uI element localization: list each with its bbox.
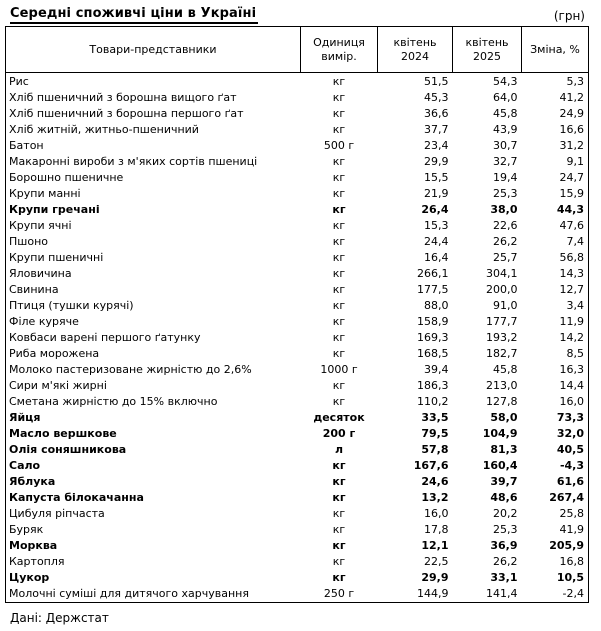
table-row — [6, 138, 589, 154]
price-2024-cell: 110,2 — [417, 395, 449, 408]
product-name-cell: Молоко пастеризоване жирністю до 2,6% — [9, 363, 252, 376]
unit-cell: кг — [332, 267, 346, 280]
price-table — [5, 26, 589, 603]
product-name-cell: Крупи ячні — [9, 219, 72, 232]
price-2024-cell: 24,6 — [421, 475, 449, 488]
table-row — [6, 458, 589, 474]
unit-cell: кг — [332, 555, 346, 568]
price-2024-cell: 37,7 — [424, 123, 449, 136]
product-name-cell: Яйця — [9, 411, 41, 424]
price-2025-cell: 200,0 — [486, 283, 518, 296]
price-2025-cell: 33,1 — [490, 571, 518, 584]
price-2025-cell: 304,1 — [486, 267, 518, 280]
price-2024-cell: 144,9 — [417, 587, 449, 600]
table-row — [6, 586, 589, 603]
change-cell: -4,3 — [559, 459, 584, 472]
change-cell: 47,6 — [559, 219, 584, 232]
product-name-cell: Філе куряче — [9, 315, 79, 328]
change-cell: 11,9 — [559, 315, 584, 328]
unit-cell: кг — [332, 459, 346, 472]
price-2024-cell: 45,3 — [424, 91, 449, 104]
unit-cell: кг — [332, 219, 346, 232]
price-2025-cell: 81,3 — [490, 443, 518, 456]
price-2025-cell: 36,9 — [490, 539, 518, 552]
table-row — [6, 394, 589, 410]
table-row — [6, 506, 589, 522]
title-row — [5, 6, 588, 24]
price-2025-cell: 213,0 — [486, 379, 518, 392]
table-row — [6, 378, 589, 394]
unit-cell: кг — [332, 171, 346, 184]
change-cell: 5,3 — [566, 75, 584, 88]
product-name-cell: Сметана жирністю до 15% включно — [9, 395, 218, 408]
unit-cell: кг — [332, 315, 346, 328]
product-name-cell: Морква — [9, 539, 58, 552]
change-cell: 56,8 — [559, 251, 584, 264]
price-2024-cell: 168,5 — [417, 347, 449, 360]
product-name-cell: Молочні суміші для дитячого харчування — [9, 587, 249, 600]
table-row — [6, 282, 589, 298]
price-2024-cell: 186,3 — [417, 379, 449, 392]
product-name-cell: Макаронні вироби з м'яких сортів пшениці — [9, 155, 258, 168]
unit-cell: кг — [332, 155, 346, 168]
product-name-cell: Батон — [9, 139, 44, 152]
change-cell: 31,2 — [559, 139, 584, 152]
unit-cell: кг — [332, 331, 346, 344]
change-cell: 267,4 — [549, 491, 584, 504]
unit-cell: кг — [332, 347, 346, 360]
table-row — [6, 218, 589, 234]
table-row — [6, 346, 589, 362]
price-2024-cell: 15,3 — [424, 219, 449, 232]
price-2024-cell: 13,2 — [421, 491, 449, 504]
table-row — [6, 474, 589, 490]
change-cell: -2,4 — [562, 587, 584, 600]
unit-cell: кг — [332, 187, 346, 200]
column-header-april-2024: квітень 2024 — [378, 27, 453, 73]
table-row — [6, 234, 589, 250]
unit-cell: кг — [332, 571, 346, 584]
table-row — [6, 186, 589, 202]
price-2024-cell: 51,5 — [424, 75, 449, 88]
unit-cell: кг — [332, 539, 346, 552]
price-2024-cell: 29,9 — [421, 571, 449, 584]
price-2024-cell: 21,9 — [424, 187, 449, 200]
product-name-cell: Яловичина — [9, 267, 72, 280]
table-row — [6, 538, 589, 554]
price-2025-cell: 26,2 — [493, 235, 518, 248]
unit-cell: кг — [332, 251, 346, 264]
change-cell: 15,9 — [559, 187, 584, 200]
product-name-cell: Хліб пшеничний з борошна вищого ґат — [9, 91, 237, 104]
product-name-cell: Ковбаси варені першого ґатунку — [9, 331, 201, 344]
unit-cell: десяток — [313, 411, 365, 424]
price-2025-cell: 45,8 — [493, 363, 518, 376]
source-note: Дані: Держстат — [10, 611, 109, 625]
price-2024-cell: 16,4 — [424, 251, 449, 264]
change-cell: 14,2 — [559, 331, 584, 344]
price-2025-cell: 64,0 — [493, 91, 518, 104]
price-2025-cell: 25,3 — [493, 187, 518, 200]
product-name-cell: Сало — [9, 459, 41, 472]
price-2025-cell: 177,7 — [486, 315, 518, 328]
product-name-cell: Сири м'які жирні — [9, 379, 107, 392]
product-name-cell: Масло вершкове — [9, 427, 117, 440]
table-row — [6, 330, 589, 346]
price-2024-cell: 29,9 — [424, 155, 449, 168]
unit-cell: кг — [332, 475, 346, 488]
product-name-cell: Рис — [9, 75, 29, 88]
change-cell: 9,1 — [566, 155, 584, 168]
price-2024-cell: 33,5 — [421, 411, 449, 424]
unit-cell: кг — [332, 235, 346, 248]
table-row — [6, 426, 589, 442]
change-cell: 61,6 — [556, 475, 584, 488]
unit-cell: кг — [332, 283, 346, 296]
product-name-cell: Борошно пшеничне — [9, 171, 124, 184]
column-header-april-2025: квітень 2025 — [453, 27, 522, 73]
price-2024-cell: 17,8 — [424, 523, 449, 536]
price-2024-cell: 36,6 — [424, 107, 449, 120]
change-cell: 14,4 — [559, 379, 584, 392]
table-row — [6, 314, 589, 330]
table-row — [6, 410, 589, 426]
unit-cell: л — [334, 443, 344, 456]
change-cell: 44,3 — [556, 203, 584, 216]
table-row — [6, 442, 589, 458]
product-name-cell: Крупи манні — [9, 187, 81, 200]
unit-cell: кг — [332, 75, 346, 88]
change-cell: 14,3 — [559, 267, 584, 280]
price-2025-cell: 30,7 — [493, 139, 518, 152]
table-row — [6, 106, 589, 122]
product-name-cell: Цукор — [9, 571, 50, 584]
price-2025-cell: 91,0 — [493, 299, 518, 312]
product-name-cell: Свинина — [9, 283, 59, 296]
currency-note: (грн) — [553, 9, 585, 23]
price-2024-cell: 12,1 — [421, 539, 449, 552]
unit-cell: кг — [332, 107, 346, 120]
price-2025-cell: 39,7 — [490, 475, 518, 488]
price-2025-cell: 160,4 — [482, 459, 518, 472]
change-cell: 10,5 — [556, 571, 584, 584]
product-name-cell: Хліб пшеничний з борошна першого ґат — [9, 107, 244, 120]
unit-cell: кг — [332, 395, 346, 408]
unit-cell: кг — [332, 379, 346, 392]
change-cell: 8,5 — [566, 347, 584, 360]
price-2024-cell: 266,1 — [417, 267, 449, 280]
unit-cell: кг — [332, 203, 346, 216]
column-header-products: Товари-представники — [6, 27, 301, 73]
price-2025-cell: 182,7 — [486, 347, 518, 360]
price-2024-cell: 15,5 — [424, 171, 449, 184]
change-cell: 205,9 — [549, 539, 584, 552]
price-2025-cell: 25,3 — [493, 523, 518, 536]
table-row — [6, 90, 589, 106]
table-row — [6, 266, 589, 282]
change-cell: 32,0 — [556, 427, 584, 440]
price-2024-cell: 23,4 — [424, 139, 449, 152]
change-cell: 24,7 — [559, 171, 584, 184]
price-2024-cell: 26,4 — [421, 203, 449, 216]
unit-cell: кг — [332, 91, 346, 104]
price-2024-cell: 79,5 — [421, 427, 449, 440]
table-header — [6, 27, 589, 73]
price-2025-cell: 22,6 — [493, 219, 518, 232]
table-row — [6, 73, 589, 91]
unit-cell: 200 г — [322, 427, 356, 440]
unit-cell: 250 г — [323, 587, 355, 600]
change-cell: 25,8 — [559, 507, 584, 520]
product-name-cell: Цибуля ріпчаста — [9, 507, 105, 520]
table-row — [6, 570, 589, 586]
page-title: Середні споживчі ціни в Україні — [10, 6, 258, 24]
table-row — [6, 522, 589, 538]
change-cell: 16,3 — [559, 363, 584, 376]
price-2025-cell: 20,2 — [493, 507, 518, 520]
unit-cell: кг — [332, 123, 346, 136]
table-row — [6, 554, 589, 570]
change-cell: 16,6 — [559, 123, 584, 136]
price-2025-cell: 54,3 — [493, 75, 518, 88]
unit-cell: кг — [332, 523, 346, 536]
price-2024-cell: 57,8 — [421, 443, 449, 456]
price-2024-cell: 169,3 — [417, 331, 449, 344]
price-2024-cell: 177,5 — [417, 283, 449, 296]
price-2025-cell: 104,9 — [482, 427, 518, 440]
table-row — [6, 362, 589, 378]
product-name-cell: Риба морожена — [9, 347, 100, 360]
price-2025-cell: 48,6 — [490, 491, 518, 504]
change-cell: 3,4 — [566, 299, 584, 312]
product-name-cell: Хліб житній, житньо-пшеничний — [9, 123, 199, 136]
price-2025-cell: 19,4 — [493, 171, 518, 184]
table-row — [6, 202, 589, 218]
product-name-cell: Яблука — [9, 475, 56, 488]
price-2024-cell: 167,6 — [413, 459, 449, 472]
header-row — [6, 27, 589, 73]
price-2025-cell: 58,0 — [490, 411, 518, 424]
change-cell: 12,7 — [559, 283, 584, 296]
column-header-change: Зміна, % — [522, 27, 589, 73]
product-name-cell: Птиця (тушки курячі) — [9, 299, 134, 312]
product-name-cell: Олія соняшникова — [9, 443, 127, 456]
change-cell: 40,5 — [556, 443, 584, 456]
table-body — [6, 73, 589, 603]
unit-cell: кг — [332, 507, 346, 520]
price-2025-cell: 43,9 — [493, 123, 518, 136]
product-name-cell: Крупи гречані — [9, 203, 100, 216]
price-2025-cell: 141,4 — [486, 587, 518, 600]
unit-cell: 1000 г — [320, 363, 358, 376]
unit-cell: 500 г — [323, 139, 355, 152]
product-name-cell: Пшоно — [9, 235, 48, 248]
product-name-cell: Картопля — [9, 555, 65, 568]
table-row — [6, 170, 589, 186]
product-name-cell: Буряк — [9, 523, 44, 536]
price-2025-cell: 38,0 — [490, 203, 518, 216]
price-2025-cell: 25,7 — [493, 251, 518, 264]
price-2025-cell: 127,8 — [486, 395, 518, 408]
price-2024-cell: 88,0 — [424, 299, 449, 312]
price-2025-cell: 45,8 — [493, 107, 518, 120]
change-cell: 41,2 — [559, 91, 584, 104]
price-2024-cell: 39,4 — [424, 363, 449, 376]
price-2025-cell: 193,2 — [486, 331, 518, 344]
table-row — [6, 250, 589, 266]
change-cell: 16,8 — [559, 555, 584, 568]
product-name-cell: Капуста білокачанна — [9, 491, 144, 504]
column-header-unit: Одиниця вимір. — [301, 27, 378, 73]
price-2025-cell: 32,7 — [493, 155, 518, 168]
table-row — [6, 154, 589, 170]
price-2024-cell: 24,4 — [424, 235, 449, 248]
price-2025-cell: 26,2 — [493, 555, 518, 568]
change-cell: 16,0 — [559, 395, 584, 408]
change-cell: 7,4 — [566, 235, 584, 248]
price-2024-cell: 16,0 — [424, 507, 449, 520]
product-name-cell: Крупи пшеничні — [9, 251, 104, 264]
table-row — [6, 298, 589, 314]
change-cell: 41,9 — [559, 523, 584, 536]
unit-cell: кг — [332, 491, 346, 504]
table-row — [6, 490, 589, 506]
price-2024-cell: 22,5 — [424, 555, 449, 568]
price-2024-cell: 158,9 — [417, 315, 449, 328]
change-cell: 24,9 — [559, 107, 584, 120]
unit-cell: кг — [332, 299, 346, 312]
change-cell: 73,3 — [556, 411, 584, 424]
table-row — [6, 122, 589, 138]
